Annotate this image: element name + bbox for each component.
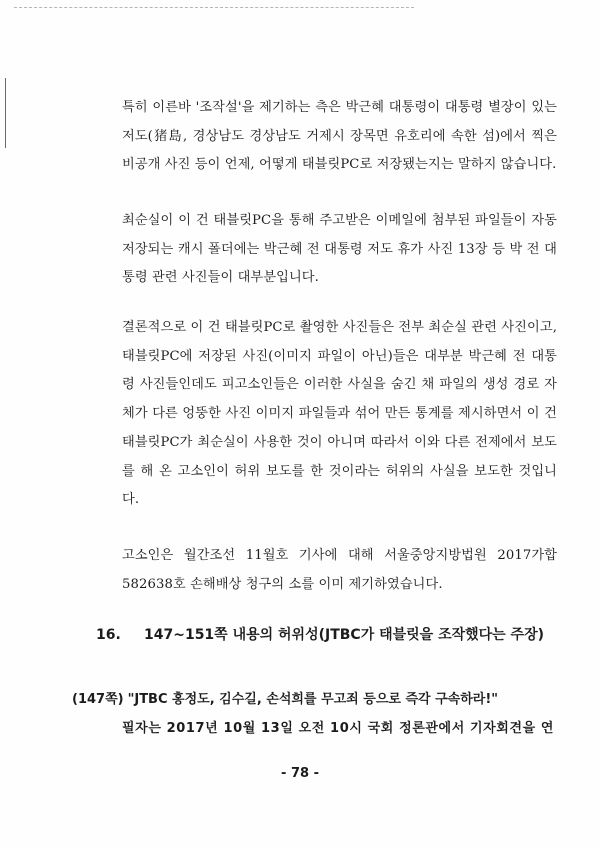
scan-edge-line: [14, 7, 414, 8]
quote-line: [72, 690, 498, 710]
scan-margin-mark: [5, 78, 6, 148]
paragraph-lawsuit: 고소인은 월간조선 11월호 기사에 대해 서울중앙지방법원 2017가합582638호 손해배상 청구의 소를 이미 제기하였습니다.: [122, 548, 557, 592]
section-heading: [96, 625, 566, 645]
quote-body-line: 필자는 2017년 10월 13일 오전 10시 국회 정론관에서 기자회견을 연: [122, 721, 555, 736]
section-title: 147~151쪽 내용의 허위성(JTBC가 태블릿을 조작했다는 주장): [144, 627, 545, 643]
quote-text: "JTBC 홍정도, 김수길, 손석희를 무고죄 등으로 즉각 구속하라!": [127, 692, 499, 707]
paragraph-cache-folder: 최순실이 이 건 태블릿PC을 통해 주고받은 이메일에 첨부된 파일들이 자동 저장되는 캐시 폴더에는 박근혜 전 대통령 저도 휴가 사진 13장 등 박 전 대통령 관련 사진들이 대부분입니다.: [122, 213, 557, 286]
paragraph-photo-claim: 특히 이른바 '조작설'을 제기하는 측은 박근혜 대통령이 대통령 별장이 있는 저도(猪島, 경상남도 경상남도 거제시 장목면 유호리에 속한 섬)에서 찍은 비공개 사진 등이 언제, 어떻게 태블릿PC로 저장됐는지는 말하지 않습니다.: [122, 100, 557, 173]
page-reference: (147쪽): [72, 692, 124, 707]
page-number: - 78 -: [281, 766, 319, 781]
paragraph-conclusion: 결론적으로 이 건 태블릿PC로 촬영한 사진들은 전부 최순실 관련 사진이고, 태블릿PC에 저장된 사진(이미지 파일이 아닌)들은 대부분 박근혜 전 대통령 사진들인데도 피고소인들은 이러한 사실을 숨긴 채 파일의 생성 경로 자체가 다른 엉뚱한 사진 이미지 파일들과 섞어 만든 통계를 제시하면서 이 건 태블릿PC가 최순실이 사용한 것이 아니며 따라서 이와 다른 전제에서 보도를 해 온 고소인이 허위 보도를 한 것이라는 허위의 사실을 보도한 것입니다.: [122, 320, 557, 508]
section-number: 16.: [96, 627, 121, 643]
